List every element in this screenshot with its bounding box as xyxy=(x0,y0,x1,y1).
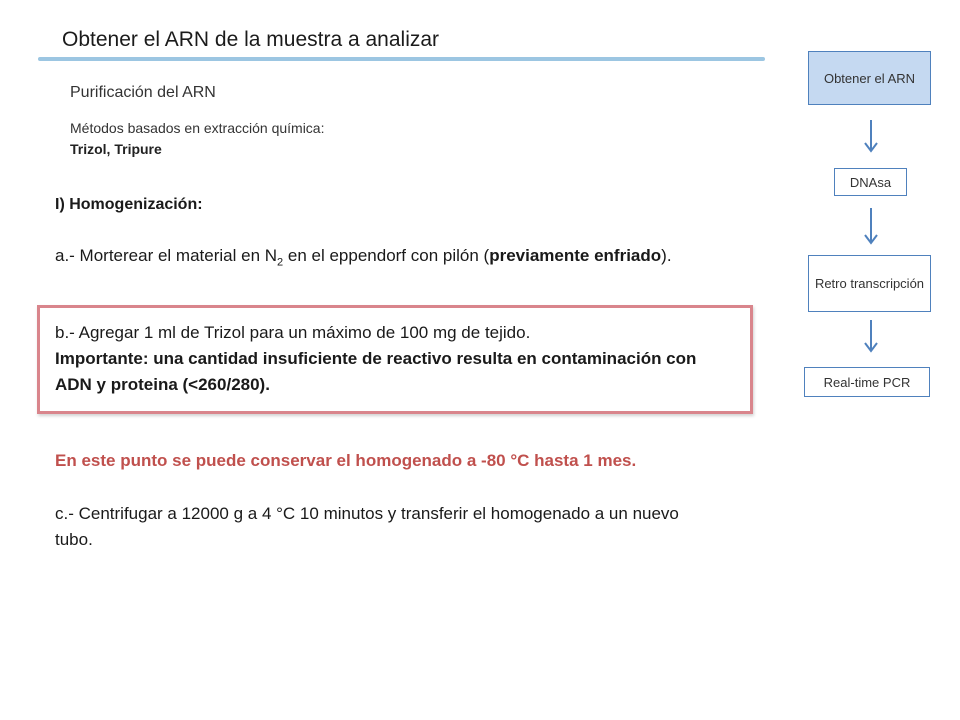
step-b-important: Importante: una cantidad insuficiente de reactivo resulta en contaminación con ADN y proteina (<260/280). xyxy=(55,349,697,394)
subtitle: Purificación del ARN xyxy=(70,84,216,101)
step-a-middle: en el eppendorf con pilón ( xyxy=(283,246,490,265)
title-underline xyxy=(38,57,765,61)
flow-step-retro-transcripcion: Retro transcripción xyxy=(808,255,931,312)
page-title: Obtener el ARN de la muestra a analizar xyxy=(62,28,440,51)
methods-value: Trizol, Tripure xyxy=(70,141,162,157)
step-a-subscript: 2 xyxy=(277,256,284,269)
methods-label: Métodos basados en extracción química: xyxy=(70,120,325,136)
step-b-line1: b.- Agregar 1 ml de Trizol para un máximo de 100 mg de tejido. xyxy=(55,323,531,342)
step-b-text xyxy=(55,320,720,398)
flow-step-obtener-arn: Obtener el ARN xyxy=(808,51,931,105)
step-a-prefix: a.- Morterear el material en N xyxy=(55,246,278,265)
storage-note: En este punto se puede conservar el homogenado a -80 °C hasta 1 mes. xyxy=(55,451,637,470)
flow-arrow-2-icon xyxy=(862,206,880,246)
step-a-suffix: ). xyxy=(661,246,672,265)
flow-arrow-1-icon xyxy=(862,118,880,154)
flow-step-real-time-pcr: Real-time PCR xyxy=(804,367,930,397)
step-a-text xyxy=(55,243,715,275)
flow-step-dnasa: DNAsa xyxy=(834,168,907,196)
flow-arrow-3-icon xyxy=(862,318,880,354)
step-c-text: c.- Centrifugar a 12000 g a 4 °C 10 minutos y transferir el homogenado a un nuevo tubo. xyxy=(55,504,679,549)
section-heading: I) Homogenización: xyxy=(55,196,203,213)
step-a-bold: previamente enfriado xyxy=(489,246,662,265)
